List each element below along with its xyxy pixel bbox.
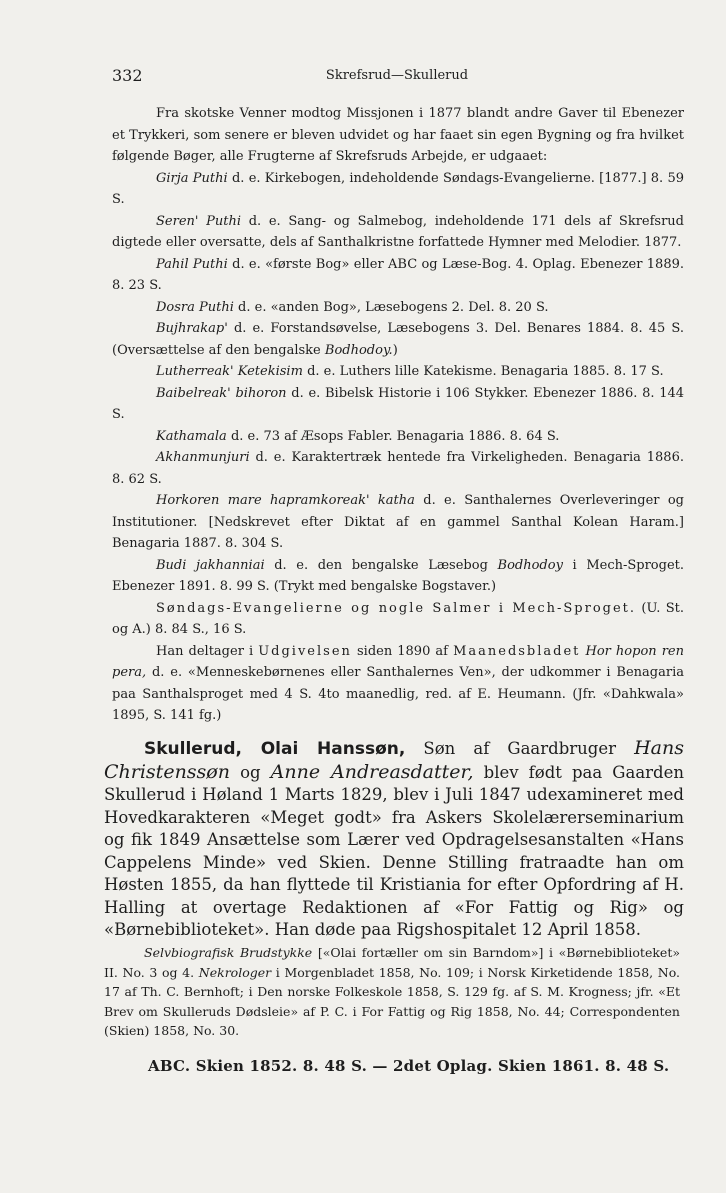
book-desc: d. e. «første Bog» eller ABC og Læse-Bog. 4. Oplag. Ebenezer 1889. 8. 23 S.	[112, 256, 684, 293]
sources-paragraph	[104, 943, 680, 1041]
book-title-secondary: Bodhodoy	[497, 557, 563, 573]
running-head: Skrefsrud—Skullerud	[325, 68, 469, 83]
page-header	[112, 66, 682, 88]
source-title: Nekrologer	[198, 964, 272, 980]
editor-text: d. e. «Menneskebørnenes eller Santhalernes Ven», der udkommer i Benagaria paa Santhalsproget med 4 S. 4to maanedlig, red. af E. Heumann. (Jfr. «Dahkwala» 1895, S. 141 fg.)	[112, 665, 684, 723]
book-title: Girja Puthi	[156, 170, 228, 186]
book-desc: d. e. Kirkebogen, indeholdende Søndags-Evangelierne. [1877.] 8. 59 S.	[112, 170, 685, 207]
book-desc: d. e. den bengalske Læsebog	[274, 557, 488, 573]
book-entry	[112, 361, 684, 383]
book-title: Kathamala	[156, 428, 227, 444]
book-title: Budi jakhanniai	[156, 557, 265, 573]
book-entry	[112, 318, 684, 361]
book-desc: d. e. «anden Bog», Læsebogens 2. Del. 8. 20 S.	[238, 299, 549, 315]
mech-title: Søndags-Evangelierne og nogle Salmer i Mech-Sproget.	[156, 600, 637, 616]
book-entry	[112, 447, 684, 490]
source-text: [«Olai fortæller om sin Barndom»] i «Børnebiblioteket» II. No. 3 og 4.	[104, 945, 681, 980]
book-title: Akhanmunjuri	[156, 450, 250, 465]
page-number: 332	[112, 66, 143, 85]
book-desc: d. e. Bibelsk Historie i 106 Stykker. Ebenezer 1886. 8. 144 S.	[112, 385, 685, 422]
source-title: Selvbiografisk Brudstykke	[144, 945, 313, 960]
entry-name: Skullerud, Olai Hanssøn,	[144, 739, 406, 759]
book-entry	[112, 254, 684, 297]
book-desc-end: i Mech-Sproget. Ebenezer 1891. 8. 99 S. (Trykt med bengalske Bogstaver.)	[112, 557, 685, 594]
book-title: Bujhrakap'	[156, 321, 228, 336]
editor-text: siden 1890 af	[356, 643, 448, 659]
bio-text: Søn af Gaardbruger	[423, 739, 616, 758]
book-entry	[112, 490, 684, 555]
book-desc-end: )	[392, 342, 398, 358]
book-desc: d. e. Santhalernes Overleveringer og Institutioner. [Nedskrevet efter Diktat af en gammel Santhal Kolean Haram.] Benagaria 1887. 8. 304 S.	[112, 493, 684, 551]
intro-paragraph: Fra skotske Venner modtog Missjonen i 1877 blandt andre Gaver til Ebenezer et Trykkeri, som senere er bleven udvidet og har faaet sin egen Bygning og fra hvilket følgende Bøger, alle Frugterne af Skrefsruds Arbejde, er udgaaet:	[112, 106, 684, 164]
mother-name: Anne Andreasdatter,	[270, 760, 474, 783]
source-text: i Morgenbladet 1858, No. 109; i Norsk Kirketidende 1858, No. 17 af Th. C. Bernhoft; i Den norske Folkeskole 1858, S. 129 fg. af S. M. Krogness; jfr. «Et Brev om Skulleruds Dødsleie» af P. C. i For Fattig og Rig 1858, No. 44; Correspondenten (Skien) 1858, No. 30.	[104, 964, 680, 1038]
book-title: Lutherreak' Ketekisim	[156, 364, 303, 379]
book-desc: d. e. Forstandsøvelse, Læsebogens 3. Del. Benares 1884. 8. 45 S. (Oversættelse af den bengalske	[112, 321, 684, 358]
book-title-secondary: Bodhodoy.	[324, 342, 393, 358]
book-desc: d. e. Sang- og Salmebog, indeholdende 171 dels af Skrefsrud digtede eller oversatte, dels af Santhalkristne forfattede Hymner med Melodier. 1877.	[112, 213, 685, 250]
book-desc: d. e. Karaktertræk hentede fra Virkeligheden. Benagaria 1886. 8. 62 S.	[112, 450, 684, 487]
editor-spaced: Maanedsbladet	[453, 643, 581, 659]
book-entry	[112, 211, 684, 254]
mech-desc: (U. St. og A.) 8. 84 S., 16 S.	[112, 600, 684, 637]
father-name: Hans Christenssøn	[104, 737, 684, 783]
book-entry	[112, 297, 684, 319]
book-entry	[112, 168, 684, 211]
bio-text: og	[240, 762, 261, 782]
book-title: Horkoren mare hapramkoreak' katha	[156, 493, 415, 508]
book-desc: d. e. Luthers lille Katekisme. Benagaria 1885. 8. 17 S.	[307, 364, 664, 379]
editor-entry	[112, 641, 684, 727]
book-title: Seren' Puthi	[156, 213, 242, 229]
editor-text: Han deltager i	[156, 643, 254, 659]
book-title: Pahil Puthi	[156, 256, 228, 272]
book-entry	[112, 426, 684, 448]
skrefsrud-bibliography	[112, 103, 684, 727]
publication-line: ABC. Skien 1852. 8. 48 S. — 2det Oplag. Skien 1861. 8. 48 S.	[148, 1057, 670, 1075]
book-entry	[112, 555, 684, 598]
book-title: Baibelreak' bihoron	[156, 385, 287, 401]
bio-paragraph	[104, 737, 684, 942]
book-title: Dosra Puthi	[156, 299, 234, 315]
book-desc: d. e. 73 af Æsops Fabler. Benagaria 1886. 8. 64 S.	[230, 428, 560, 444]
skullerud-biography	[104, 737, 684, 942]
book-entry	[112, 383, 684, 426]
editor-spaced: Udgivelsen	[258, 643, 352, 659]
magazine-title: Hor hopon ren pera,	[112, 643, 684, 680]
sources	[104, 943, 680, 1041]
bio-text: blev født paa Gaarden Skullerud i Høland 1 Marts 1829, blev i Juli 1847 udexamineret med Hovedkarakteren «Meget godt» fra Askers Skolelærerseminarium og fik 1849 Ansættelse som Lærer ved Opdragelsesanstalten «Hans Cappelens Minde» ved Skien. Denne Stilling fratraadte han om Høsten 1855, da han flyttede til Kristiania for efter Opfordring af H. Halling at overtage Redaktionen af «For Fattig og Rig» og «Børnebiblioteket». Han døde paa Rigshospitalet 12 April 1858.	[104, 762, 685, 939]
mech-entry	[112, 598, 684, 641]
